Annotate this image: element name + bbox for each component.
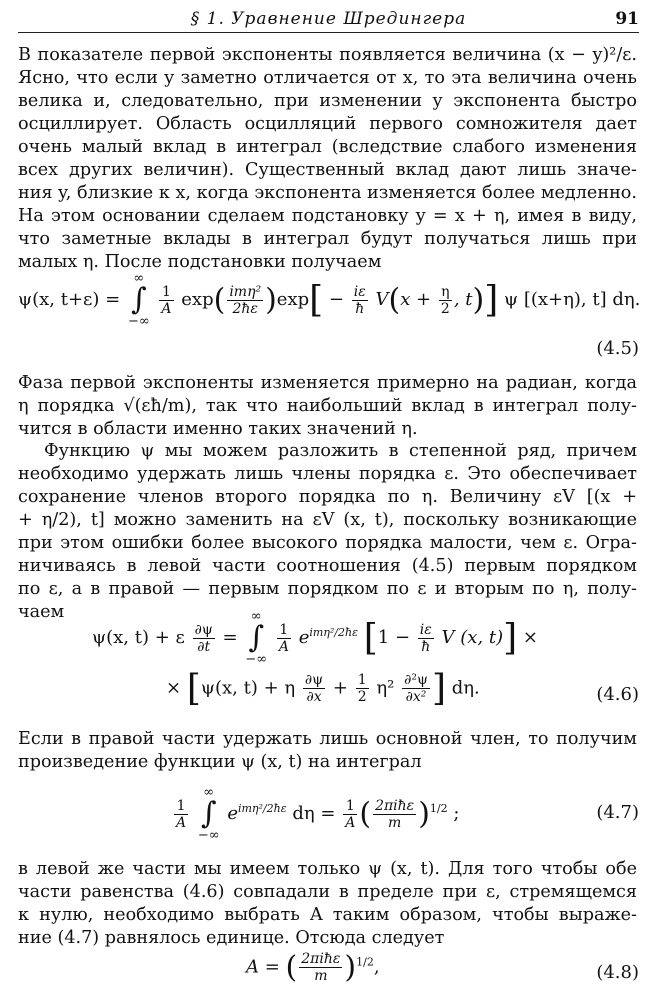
text-line: В показателе первой экспоненты появляется величина (x − y)²/ε. <box>18 45 637 65</box>
text-line: ничиваясь в левой части соотношения (4.5) первым порядком <box>18 556 637 576</box>
equation-number: (4.8) <box>596 962 639 983</box>
text-line: необходимо удержать лишь члены порядка ε. Это обеспечивает <box>18 464 637 484</box>
eq45-lhs: ψ(x, t+ε) = <box>18 289 121 310</box>
equation-4-7: $\frac{1}{A}$ ∞ ∫ −∞ $e^{im\eta^2/2ħ\varepsilon}$ dη = $\frac{1}{A}$ ( $\frac{\text{2πiħε}}{m}$ )$^{1/2}$ ; <box>176 785 460 843</box>
equation-4-5: ψ(x, t+ε) = ∞ ∫ −∞ $\frac{1}{A}$ exp( $\frac{\text{imη²}}{2ħ\varepsilon}$ )exp[ − $\frac{i\varepsilon}{ħ}$ V(x + $\frac{\eta}{2}$ , t)] ψ [(x+η), t] dη. <box>18 271 641 329</box>
running-header <box>18 4 639 33</box>
paragraph-3 <box>18 440 637 624</box>
equation-4-6-line-1: ψ(x, t) + ε $\frac{\partial\psi}{\partial t}$ = ∞ ∫ −∞ $\frac{1}{A}$ $e^{im\eta^2/2ħ\varepsilon}$ [1 − $\frac{i\varepsilon}{ħ}$ V (x, t)] × <box>92 609 538 667</box>
paragraph-4 <box>18 728 637 774</box>
integral-sign: ∞ ∫ −∞ <box>245 609 268 667</box>
fraction: $\frac{1}{A}$ <box>345 797 356 831</box>
paragraph-1 <box>18 44 637 274</box>
equation-number: (4.5) <box>596 338 639 359</box>
fraction: $\frac{1}{A}$ <box>176 797 187 831</box>
fraction: $\frac{\text{2πiħε}}{m}$ <box>375 797 415 831</box>
text-line: На этом основании сделаем подстановку y = x + η, имея в виду, <box>18 206 637 226</box>
equation-number: (4.6) <box>596 684 639 705</box>
paragraph-5 <box>18 858 637 950</box>
text-line: при этом ошибки более высокого порядка малости, чем ε. Огра- <box>18 533 637 553</box>
text-line: очень малый вклад в интеграл (вследствие слабого изменения <box>18 137 637 157</box>
text-line: ние (4.7) равнялось единице. Отсюда следует <box>18 928 445 948</box>
fraction: $\frac{1}{2}$ <box>357 672 367 705</box>
fraction: $\frac{\partial\psi}{\partial x}$ <box>304 672 324 705</box>
text-line: Ясно, что если y заметно отличается от x, то эта величина очень <box>18 68 637 88</box>
text-line: Функцию ψ мы можем разложить в степенной ряд, причем <box>44 441 637 461</box>
text-line: по ε, а в правой — первым порядком по ε и вторым по η, полу- <box>18 579 637 599</box>
text-line: Если в правой части удержать лишь основной член, то получим <box>18 729 637 749</box>
text-line: всех других величин). Существенный вклад дают лишь значе- <box>18 160 637 180</box>
text-line: малых η. После подстановки получаем <box>18 252 382 272</box>
fraction: $\frac{\text{2πiħε}}{m}$ <box>301 951 341 984</box>
fraction: $\frac{i\varepsilon}{ħ}$ <box>353 283 366 317</box>
page-number: 91 <box>615 9 639 29</box>
text-line: ния y, близкие к x, когда экспонента изменяется более медленно. <box>18 183 637 203</box>
text-line: велика и, следовательно, при изменении y экспонента быстро <box>18 91 637 111</box>
text-line: что заметные вклады в интеграл будут получаться лишь при <box>18 229 637 249</box>
fraction: $\frac{1}{A}$ <box>161 283 172 317</box>
fraction: $\frac{i\varepsilon}{ħ}$ <box>419 621 432 655</box>
integral-sign: ∞ ∫ −∞ <box>127 271 150 329</box>
text-line: в левой же части мы имеем только ψ (x, t). Для того чтобы обе <box>18 859 637 879</box>
text-line: + η/2), t] можно заменить на εV (x, t), поскольку возникающие <box>18 510 637 530</box>
fraction: $\frac{\text{imη²}}{2ħ\varepsilon}$ <box>229 283 262 317</box>
text-line: сохранение членов второго порядка по η. Величину εV [(x + <box>18 487 637 507</box>
text-line: осциллирует. Область осцилляций первого сомножителя дает <box>18 114 637 134</box>
running-title: § 1. Уравнение Шредингера <box>190 9 467 29</box>
text-line: к нулю, необходимо выбрать A таким образом, чтобы выраже- <box>18 905 637 925</box>
integral-sign: ∞ ∫ −∞ <box>197 785 220 843</box>
fraction: $\frac{\text{∂²ψ}}{\text{∂x²}}$ <box>404 672 428 705</box>
text-line: Фаза первой экспоненты изменяется примерно на радиан, когда <box>18 373 637 393</box>
equation-4-6-line-2: × [ψ(x, t) + η $\frac{\partial\psi}{\partial x}$ + $\frac{1}{2}$ η² $\frac{\text{∂²ψ}}{\text{∂x²}}$ ] dη. <box>166 668 480 709</box>
exp-function: exp <box>181 289 214 310</box>
equation-4-8: A = ( $\frac{\text{2πiħε}}{m}$ )$^{1/2}$, <box>246 950 380 985</box>
text-line: η порядка √(εħ/m), так что наибольший вклад в интеграл полу- <box>18 396 637 416</box>
text-line: произведение функции ψ (x, t) на интеграл <box>18 752 422 772</box>
text-line: чится в области именно таких значений η. <box>18 419 418 439</box>
fraction: $\frac{\partial\psi}{\partial t}$ <box>194 621 213 655</box>
text-line: части равенства (4.6) совпадали в пределе при ε, стремящемся <box>18 882 637 902</box>
fraction: $\frac{\eta}{2}$ <box>440 283 450 317</box>
equation-number: (4.7) <box>596 802 639 823</box>
exp-function: exp <box>276 289 310 310</box>
paragraph-2 <box>18 372 637 441</box>
text-line: чаем <box>18 602 65 622</box>
fraction: $\frac{1}{A}$ <box>278 621 289 655</box>
